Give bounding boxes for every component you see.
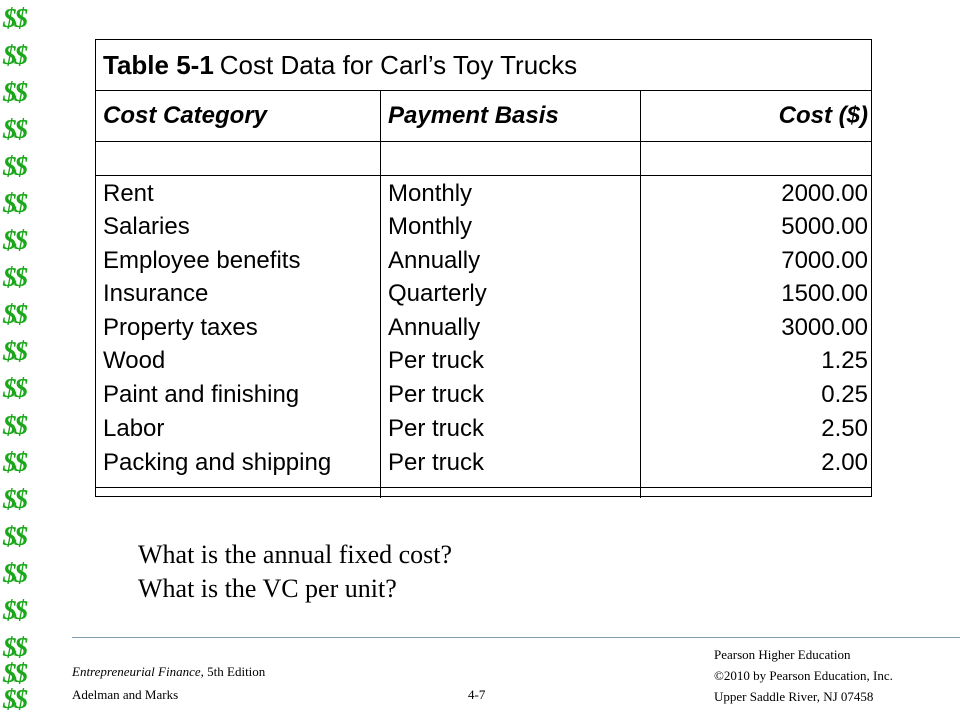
header-payment-basis: Payment Basis	[388, 102, 559, 129]
dollar-mark: $$	[3, 373, 26, 403]
dollar-mark: $$	[3, 632, 26, 662]
table-title	[96, 40, 871, 90]
table-title-text: Cost Data for Carl’s Toy Trucks	[219, 50, 578, 80]
header-cost-category: Cost Category	[103, 102, 268, 129]
dollar-mark: $$	[3, 484, 26, 514]
dollar-mark: $$	[3, 521, 26, 551]
dollar-mark: $$	[3, 336, 26, 366]
footer-book-title	[72, 663, 265, 681]
row-cost: 5000.00	[781, 213, 868, 240]
footer-row-divider	[96, 487, 871, 488]
row-cost-category: Property taxes	[103, 314, 258, 341]
header-cost: Cost ($)	[778, 102, 868, 129]
row-cost: 2.00	[821, 449, 868, 476]
row-cost-category: Paint and finishing	[103, 381, 300, 408]
row-cost: 0.25	[821, 381, 868, 408]
book-title: Entrepreneurial Finance,	[72, 664, 204, 679]
row-cost-category: Employee benefits	[103, 247, 301, 274]
dollar-mark: $$	[3, 299, 26, 329]
dollar-mark: $$	[3, 658, 26, 688]
dollar-mark: $$	[3, 684, 26, 714]
title-divider	[96, 90, 871, 91]
dollar-mark: $$	[3, 558, 26, 588]
row-cost-category: Wood	[103, 347, 166, 374]
row-payment-basis: Quarterly	[388, 280, 487, 307]
row-payment-basis: Annually	[388, 314, 481, 341]
dollar-mark: $$	[3, 3, 26, 33]
question-vc-per-unit: What is the VC per unit?	[138, 574, 397, 603]
dollar-mark: $$	[3, 225, 26, 255]
row-payment-basis: Per truck	[388, 381, 485, 408]
dollar-mark: $$	[3, 595, 26, 625]
header-divider	[96, 141, 871, 142]
book-edition: 5th Edition	[203, 664, 266, 679]
dollar-mark: $$	[3, 77, 26, 107]
footer-authors: Adelman and Marks	[72, 687, 179, 702]
row-payment-basis: Per truck	[388, 347, 485, 374]
row-payment-basis: Annually	[388, 247, 481, 274]
question-block	[138, 538, 452, 606]
row-cost: 7000.00	[781, 247, 868, 274]
dollar-mark: $$	[3, 40, 26, 70]
dollar-mark: $$	[3, 447, 26, 477]
footer-copyright: ©2010 by Pearson Education, Inc.	[714, 668, 893, 683]
row-cost-category: Rent	[103, 180, 154, 207]
dollar-mark: $$	[3, 114, 26, 144]
row-cost-category: Salaries	[103, 213, 190, 240]
dollar-sign-strip	[0, 0, 60, 720]
footer-divider	[72, 637, 960, 638]
row-cost: 2000.00	[781, 180, 868, 207]
footer-publisher: Pearson Higher Education	[714, 647, 851, 662]
dollar-mark: $$	[3, 188, 26, 218]
row-payment-basis: Monthly	[388, 180, 473, 207]
table-number-label: Table 5-1	[103, 50, 214, 80]
row-cost: 3000.00	[781, 314, 868, 341]
dollar-mark: $$	[3, 410, 26, 440]
row-payment-basis: Per truck	[388, 415, 485, 442]
dollar-mark: $$	[3, 262, 26, 292]
row-cost: 1500.00	[781, 280, 868, 307]
blank-row-divider	[96, 175, 871, 176]
column-divider	[380, 90, 381, 498]
question-fixed-cost: What is the annual fixed cost?	[138, 540, 453, 569]
footer-address: Upper Saddle River, NJ 07458	[714, 689, 874, 704]
dollar-mark: $$	[3, 151, 26, 181]
row-payment-basis: Per truck	[388, 449, 485, 476]
cost-data-table	[95, 39, 872, 497]
row-cost-category: Labor	[103, 415, 165, 442]
row-cost: 1.25	[821, 347, 868, 374]
row-cost: 2.50	[821, 415, 868, 442]
row-cost-category: Insurance	[103, 280, 209, 307]
column-divider	[640, 90, 641, 498]
row-payment-basis: Monthly	[388, 213, 473, 240]
row-cost-category: Packing and shipping	[103, 449, 332, 476]
page-number: 4-7	[468, 687, 486, 702]
